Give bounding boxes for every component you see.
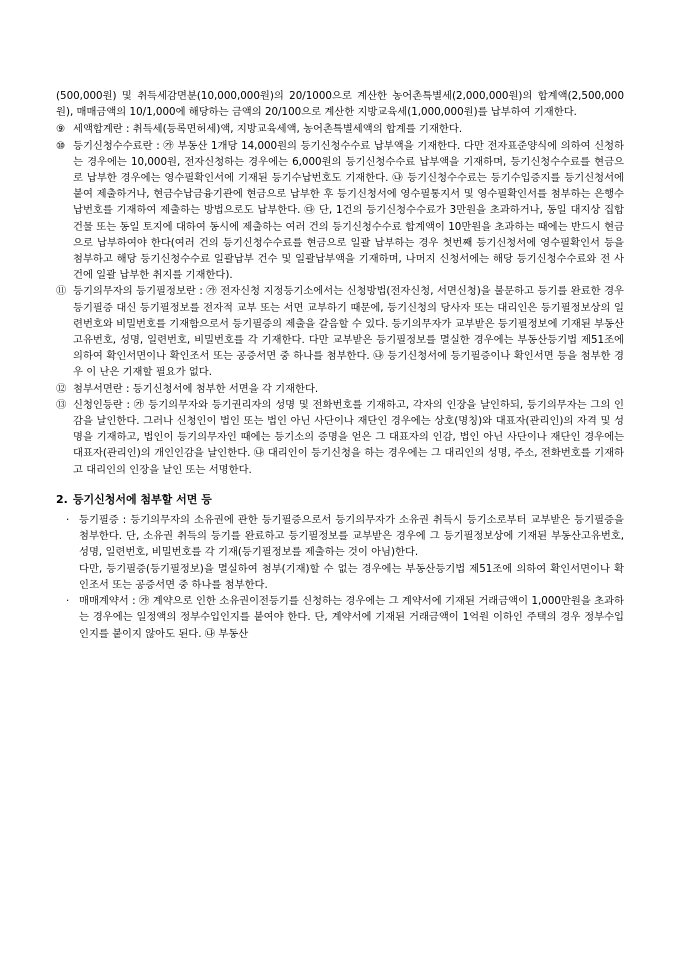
list-item-text: 등기신청수수료란 : ㉮ 부동산 1개당 14,000원의 등기신청수수료 납부액을 기재한다. 다만 전자표준양식에 의하여 신청하는 경우에는 10,000원, 전자신청하는 경우에는 6,000원의 등기신청수수료 납부액을 기재하며, 등기신청수수료를 현금으로 납부한 경우에는 영수필확인서에 기재된 등기수납번호도 기재한다. ㉯ 등기신청수수료는 등기수입증지를 등기신청서에 붙여 제출하거나, 현금수납금융기관에 현금으로 납부한 후 등기신청서에 영수필통지서 및 영수필확인서를 첨부하는 은행수납번호를 기재하여 제출하는 방법으로도 납부한다. ㉰ 단, 1건의 등기신청수수료가 3만원을 초과하거나, 동일 대지상 집합건물 또는 동일 토지에 대하여 동시에 제출하는 여러 건의 등기신청수수료 합계액이 10만원을 초과하는 때에는 반드시 현금으로 납부하여야 한다(여러 건의 등기신청수수료를 현금으로 일괄 납부하는 경우 첫번째 등기신청서에 영수필확인서 등을 첨부하고 해당 등기신청수수료 일괄납부 건수 및 일괄납부액을 기재하며, 나머지 신청서에는 해당 등기신청수수료와 전 사건에 일괄 납부한 취지를 기재한다). [73,139,624,282]
list-item [56,397,624,478]
top-continuation-paragraph: (500,000원) 및 취득세감면분(10,000,000원)의 20/1000으로 계산한 농어촌특별세(2,000,000원)의 합계액(2,500,000원), 매매금액의 10/1,000에 해당하는 금액의 20/100으로 계산한 지방교육세(1,000,000원)를 납부하여 기재한다. [56,90,624,119]
list-item [56,121,624,137]
list-item-text: 매매계약서 : ㉮ 계약으로 인한 소유권이전등기를 신청하는 경우에는 그 계약서에 기재된 거래금액이 1,000만원을 초과하는 경우에는 일정액의 정부수입인지를 붙여야 한다. 단, 계약서에 기재된 거래금액이 1억원 이하인 주택의 경우 정부수입인지를 붙이지 않아도 된다. ㉯ 부동산 [79,595,624,640]
list-item [56,512,624,561]
list-marker: ⑨ [56,123,66,136]
list-marker: ⑪ [56,285,67,298]
list-item [56,138,624,284]
list-marker: ⑫ [56,382,67,395]
sub-paragraph: 다만, 등기필증(등기필정보)을 멸실하여 첨부(기재)할 수 없는 경우에는 부동산등기법 제51조에 의하여 확인서면이나 확인조서 또는 공증서면 중 하나를 첨부한다. [79,562,624,591]
list-marker: ⑬ [56,398,67,411]
list-item-text: 신청인등란 : ㉮ 등기의무자와 등기권리자의 성명 및 전화번호를 기재하고, 각자의 인장을 날인하되, 등기의무자는 그의 인감을 날인한다. 그러나 신청인이 법인 또는 법인 아닌 사단이나 재단인 경우에는 상호(명칭)와 대표자(관리인)의 자격 및 성명을 기재하고, 법인이 등기의무자인 때에는 등기소의 증명을 얻은 그 대표자의 인감, 법인 아닌 사단이나 재단인 경우에는 대표자(관리인)의 개인인감을 날인한다. ㉯ 대리인이 등기신청을 하는 경우에는 그 대리인의 성명, 주소, 전화번호를 기재하고 대리인의 인장을 날인 또는 서명한다. [73,398,624,476]
bullet-marker: · [66,514,70,527]
bullet-marker: · [66,595,70,608]
section-heading [56,492,624,508]
list-marker: ⑩ [56,139,66,152]
list-item-text: 세액합계란 : 취득세(등록면허세)액, 지방교육세액, 농어촌특별세액의 합계를 기재한다. [73,123,463,136]
list-item [56,593,624,642]
section-title: 등기신청서에 첨부할 서면 등 [72,492,212,506]
section-number: 2. [56,492,68,506]
list-item-text: 첨부서면란 : 등기신청서에 첨부한 서면을 각 기재한다. [73,382,319,395]
list-item-text: 등기필증 : 등기의무자의 소유권에 관한 등기필증으로서 등기의무자가 소유권 취득시 등기소로부터 교부받은 등기필증을 첨부한다. 단, 소유권 취득의 등기를 완료하고 등기필정보를 교부받은 경우에 그 등기필정보상에 기재된 부동산고유번호, 성명, 일련번호, 비밀번호를 각 기재(등기필정보를 제출하는 것이 아님)한다. [79,514,624,559]
list-item [56,283,624,380]
list-item-text: 등기의무자의 등기필정보란 : ㉮ 전자신청 지정등기소에서는 신청방법(전자신청, 서면신청)을 불문하고 등기를 완료한 경우 등기필증 대신 등기필정보를 전자적 교부 또는 서면 교부하기 때문에, 등기신청의 당사자 또는 대리인은 등기필정보상의 일련번호와 비밀번호를 기재함으로서 등기필증의 제출을 갈음할 수 있다. 등기의무자가 교부받은 등기필정보에 기재된 부동산고유번호, 성명, 일련번호, 비밀번호를 각 기재한다. 다만 교부받은 등기필정보를 멸실한 경우에는 부동산등기법 제51조에 의하여 확인서면이나 확인조서 또는 공증서면 중 하나를 첨부한다. ㉯ 등기신청서에 등기필증이나 확인서면 등을 첨부한 경우 이 난은 기재할 필요가 없다. [73,285,624,379]
list-item [56,381,624,397]
